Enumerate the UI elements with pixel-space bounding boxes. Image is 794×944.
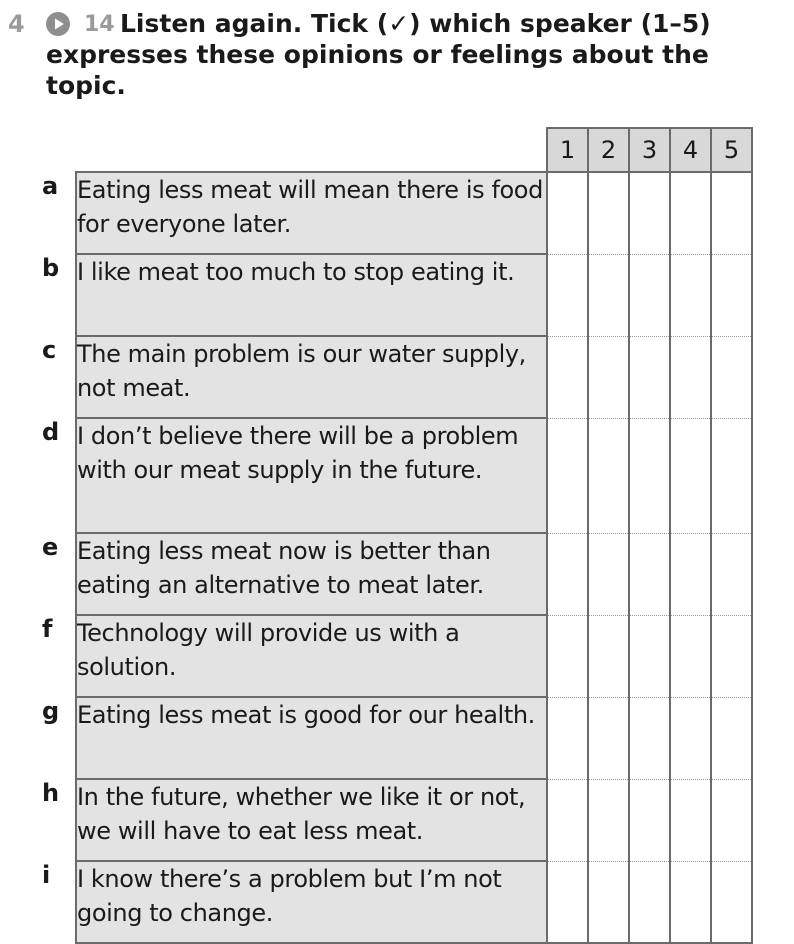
row-letter: h [42, 779, 60, 807]
table-row [42, 779, 752, 861]
tick-box-speaker-1[interactable] [547, 254, 588, 336]
tick-box-speaker-1[interactable] [547, 418, 588, 533]
tick-box-speaker-5[interactable] [711, 861, 752, 943]
tick-box-speaker-2[interactable] [588, 254, 629, 336]
statement-text: Technology will provide us with a solution. [76, 615, 547, 697]
tick-box-speaker-4[interactable] [670, 254, 711, 336]
tick-box-speaker-2[interactable] [588, 418, 629, 533]
tick-box-speaker-2[interactable] [588, 533, 629, 615]
tick-box-speaker-1[interactable] [547, 615, 588, 697]
table-row [42, 697, 752, 779]
tick-box-speaker-4[interactable] [670, 697, 711, 779]
statement-text: The main problem is our water supply, not meat. [76, 336, 547, 418]
tick-box-speaker-5[interactable] [711, 779, 752, 861]
instruction-text: Listen again. Tick (✓) which speaker (1–5) expresses these opinions or feelings about the topic. [46, 9, 711, 100]
tick-box-speaker-3[interactable] [629, 615, 670, 697]
row-letter: e [42, 533, 59, 561]
empty-header-cell [76, 128, 547, 172]
tick-box-speaker-4[interactable] [670, 172, 711, 254]
tick-box-speaker-3[interactable] [629, 533, 670, 615]
tick-box-speaker-2[interactable] [588, 697, 629, 779]
table-row [42, 533, 752, 615]
tick-box-speaker-1[interactable] [547, 172, 588, 254]
tick-box-speaker-3[interactable] [629, 254, 670, 336]
tick-box-speaker-4[interactable] [670, 336, 711, 418]
statement-text: Eating less meat now is better than eating an alternative to meat later. [76, 533, 547, 615]
tick-box-speaker-5[interactable] [711, 533, 752, 615]
tick-box-speaker-4[interactable] [670, 861, 711, 943]
tick-box-speaker-1[interactable] [547, 533, 588, 615]
table-row [42, 418, 752, 533]
tick-box-speaker-4[interactable] [670, 779, 711, 861]
speaker-header-2: 2 [588, 128, 629, 172]
speaker-header-4: 4 [670, 128, 711, 172]
tick-box-speaker-3[interactable] [629, 172, 670, 254]
speaker-header-3: 3 [629, 128, 670, 172]
tick-box-speaker-5[interactable] [711, 697, 752, 779]
tick-box-speaker-3[interactable] [629, 697, 670, 779]
tick-box-speaker-5[interactable] [711, 172, 752, 254]
tick-box-speaker-2[interactable] [588, 615, 629, 697]
tick-box-speaker-4[interactable] [670, 615, 711, 697]
tick-box-speaker-3[interactable] [629, 336, 670, 418]
tick-box-speaker-2[interactable] [588, 861, 629, 943]
table-row [42, 254, 752, 336]
row-letter: g [42, 697, 60, 725]
row-letter: d [42, 418, 60, 446]
tick-box-speaker-3[interactable] [629, 861, 670, 943]
row-letter: f [42, 615, 53, 643]
track-number: 14 [84, 12, 115, 37]
tick-box-speaker-1[interactable] [547, 336, 588, 418]
row-letter: i [42, 861, 51, 889]
tick-box-speaker-5[interactable] [711, 615, 752, 697]
tick-box-speaker-3[interactable] [629, 418, 670, 533]
tick-box-speaker-2[interactable] [588, 779, 629, 861]
tick-box-speaker-2[interactable] [588, 336, 629, 418]
table-row [42, 336, 752, 418]
exercise-number: 4 [8, 10, 25, 38]
statement-text: Eating less meat is good for our health. [76, 697, 547, 779]
table-row [42, 615, 752, 697]
tick-box-speaker-1[interactable] [547, 861, 588, 943]
row-letter: c [42, 336, 57, 364]
tick-box-speaker-5[interactable] [711, 254, 752, 336]
tick-box-speaker-1[interactable] [547, 779, 588, 861]
table-row [42, 172, 752, 254]
statement-text: In the future, whether we like it or not, we will have to eat less meat. [76, 779, 547, 861]
statement-text: Eating less meat will mean there is food for everyone later. [76, 172, 547, 254]
row-letter: b [42, 254, 60, 282]
empty-header-cell [42, 128, 76, 172]
tick-box-speaker-5[interactable] [711, 418, 752, 533]
tick-box-speaker-5[interactable] [711, 336, 752, 418]
statement-text: I don’t believe there will be a problem with our meat supply in the future. [76, 418, 547, 533]
speaker-header-1: 1 [547, 128, 588, 172]
speaker-header-row [42, 128, 752, 172]
tick-box-speaker-2[interactable] [588, 172, 629, 254]
statement-text: I like meat too much to stop eating it. [76, 254, 547, 336]
tick-box-speaker-4[interactable] [670, 533, 711, 615]
speaker-header-5: 5 [711, 128, 752, 172]
tick-box-speaker-3[interactable] [629, 779, 670, 861]
statement-text: I know there’s a problem but I’m not going to change. [76, 861, 547, 943]
tick-box-speaker-1[interactable] [547, 697, 588, 779]
table-row [42, 861, 752, 943]
row-letter: a [42, 172, 59, 200]
tick-box-speaker-4[interactable] [670, 418, 711, 533]
tick-table [42, 127, 753, 944]
